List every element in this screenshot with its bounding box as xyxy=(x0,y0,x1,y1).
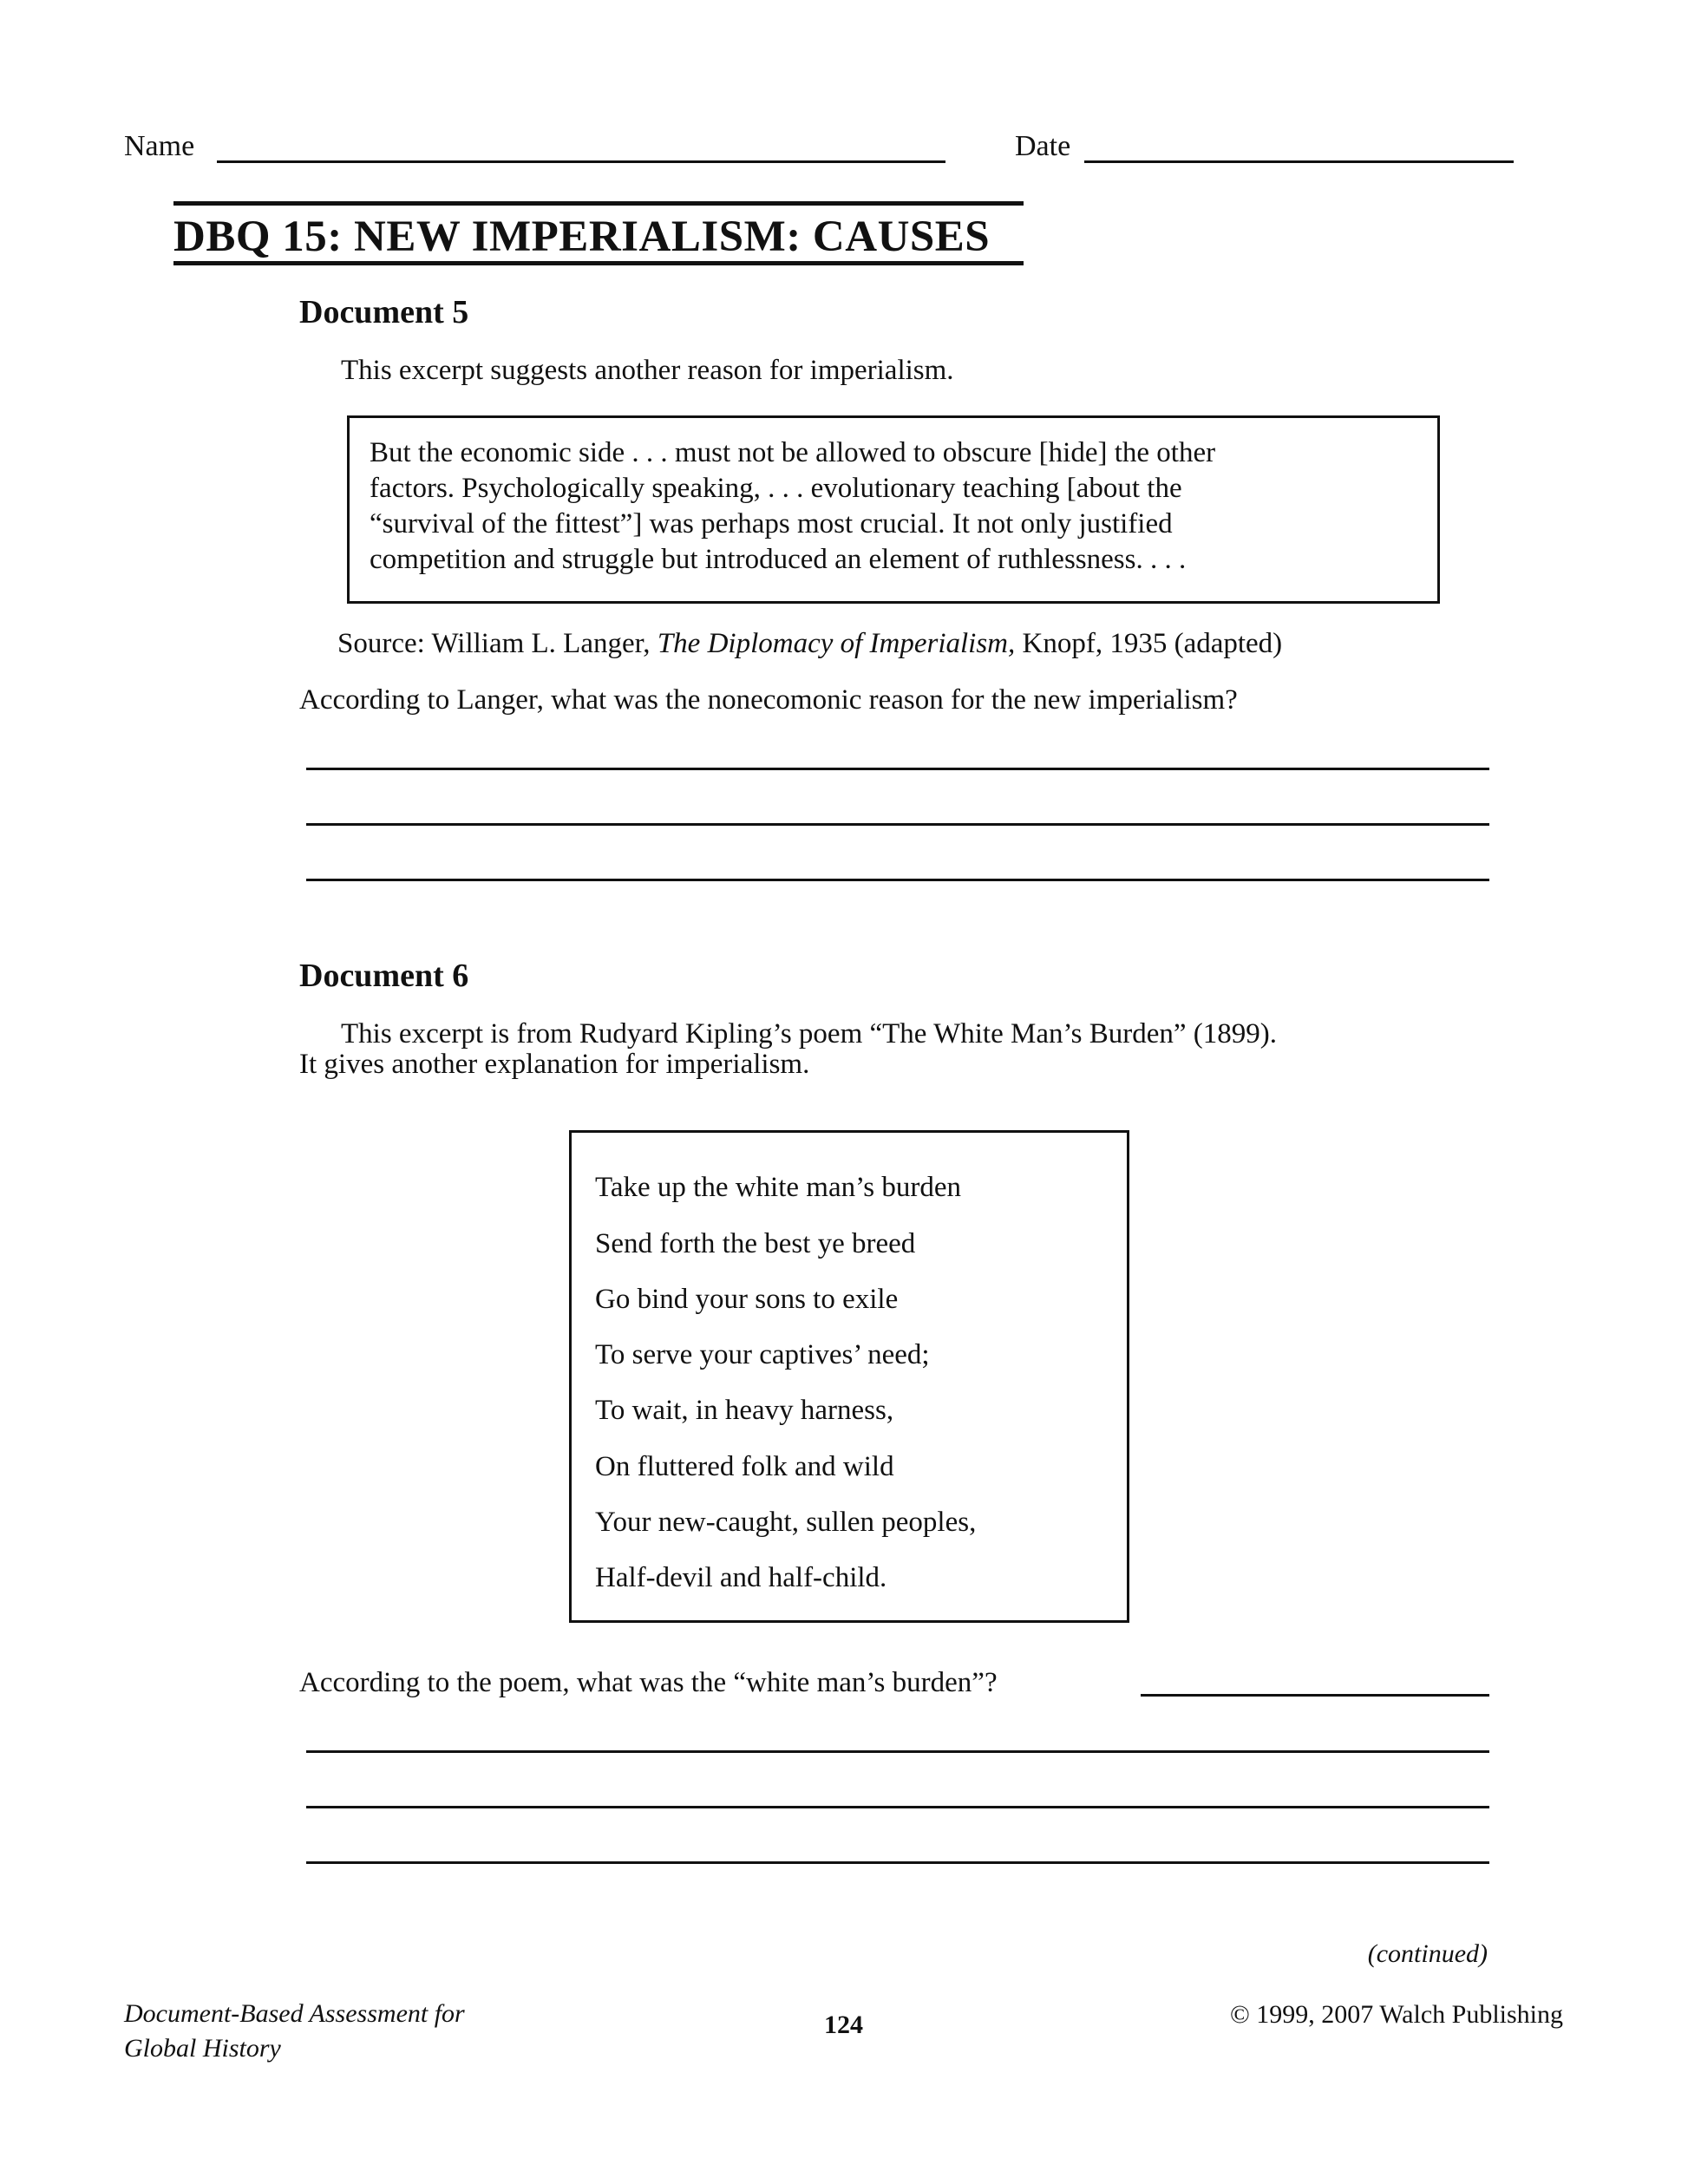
document-6-heading: Document 6 xyxy=(299,958,469,994)
document-5-quote-box xyxy=(347,415,1440,604)
document-6-question: According to the poem, what was the “white man’s burden”? xyxy=(299,1667,998,1698)
page-number: 124 xyxy=(824,2011,863,2039)
page-title: DBQ 15: NEW IMPERIALISM: CAUSES xyxy=(173,213,991,261)
document-5-answer-line-1[interactable] xyxy=(306,768,1489,770)
poem-line: On fluttered folk and wild xyxy=(595,1451,894,1482)
date-field-line[interactable] xyxy=(1084,160,1514,163)
document-6-poem-box xyxy=(569,1130,1129,1623)
continued-note: (continued) xyxy=(1367,1939,1488,1968)
source-prefix: Source: William L. Langer, xyxy=(337,628,658,659)
book-title xyxy=(124,1997,465,2066)
document-6-inline-answer-line[interactable] xyxy=(1141,1694,1489,1697)
document-6-answer-line-1[interactable] xyxy=(306,1750,1489,1753)
document-5-intro: This excerpt suggests another reason for imperialism. xyxy=(341,355,954,386)
document-5-quote xyxy=(370,435,1419,578)
title-top-rule xyxy=(173,201,1024,206)
quote-line: “survival of the fittest”] was perhaps most crucial. It not only justified xyxy=(370,508,1173,539)
poem-line: To wait, in heavy harness, xyxy=(595,1395,894,1426)
poem-line: Your new-caught, sullen peoples, xyxy=(595,1507,977,1538)
document-5-source xyxy=(337,630,1282,658)
quote-line: But the economic side . . . must not be allowed to obscure [hide] the other xyxy=(370,437,1216,468)
document-6-intro-line-2: It gives another explanation for imperialism. xyxy=(299,1049,810,1080)
poem-line: Send forth the best ye breed xyxy=(595,1228,916,1259)
copyright: © 1999, 2007 Walch Publishing xyxy=(1230,2000,1563,2029)
document-6-intro-line-1: This excerpt is from Rudyard Kipling’s poem “The White Man’s Burden” (1899). xyxy=(341,1018,1277,1049)
title-bottom-rule xyxy=(173,261,1024,265)
poem-line: Take up the white man’s burden xyxy=(595,1172,961,1203)
poem-line: Half-devil and half-child. xyxy=(595,1562,887,1593)
document-6-answer-line-3[interactable] xyxy=(306,1861,1489,1864)
document-5-answer-line-2[interactable] xyxy=(306,823,1489,826)
quote-line: competition and struggle but introduced an element of ruthlessness. . . . xyxy=(370,544,1187,575)
name-field-line[interactable] xyxy=(217,160,945,163)
poem-line: To serve your captives’ need; xyxy=(595,1339,930,1370)
document-5-heading: Document 5 xyxy=(299,294,469,330)
source-suffix: Knopf, 1935 (adapted) xyxy=(1015,628,1283,659)
quote-line: factors. Psychologically speaking, . . . evolutionary teaching [about the xyxy=(370,473,1182,504)
book-title-line-2: Global History xyxy=(124,2034,281,2063)
date-label: Date xyxy=(1015,130,1071,162)
poem-line: Go bind your sons to exile xyxy=(595,1284,899,1315)
document-5-answer-line-3[interactable] xyxy=(306,879,1489,881)
document-6-answer-line-2[interactable] xyxy=(306,1806,1489,1808)
name-label: Name xyxy=(124,130,195,162)
document-5-question: According to Langer, what was the nonecomonic reason for the new imperialism? xyxy=(299,684,1238,716)
book-title-line-1: Document-Based Assessment for xyxy=(124,1999,465,2028)
source-title: The Diplomacy of Imperialism, xyxy=(657,628,1016,659)
